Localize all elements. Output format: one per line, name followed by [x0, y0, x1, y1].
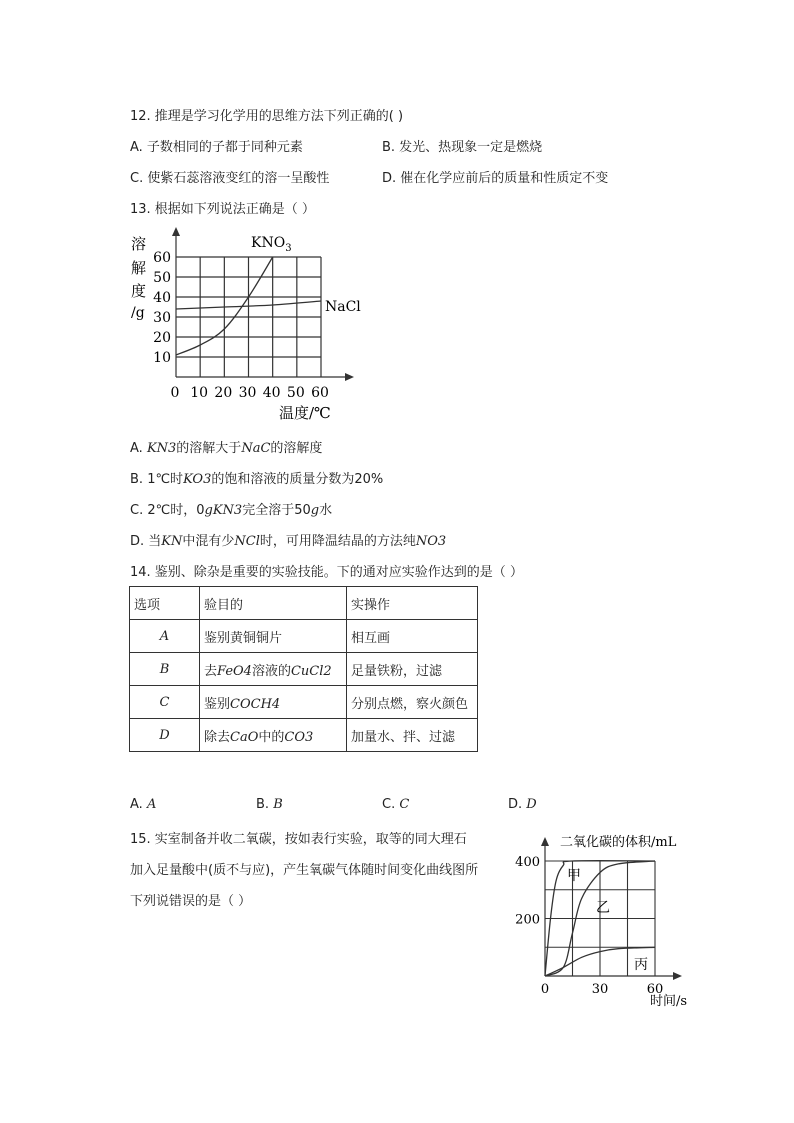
y-tick-label: 20 — [153, 330, 171, 346]
row-purpose: 去FeO4溶液的CuCl2 — [200, 653, 347, 686]
ylabel-char: 度 — [131, 282, 147, 300]
x-tick-label: 60 — [646, 982, 664, 997]
solubility-chart — [125, 225, 385, 425]
q14-table — [129, 586, 478, 752]
x-tick-label: 50 — [286, 385, 305, 401]
q13-option-c: C. 2℃时，0gKN3完全溶于50g水 — [130, 503, 333, 518]
series-label-jia: 甲 — [567, 868, 581, 884]
header-purpose: 验目的 — [200, 587, 347, 620]
x-tick-label: 30 — [591, 982, 609, 997]
x-tick-label: 0 — [170, 385, 180, 401]
q12-option-a: A. 子数相同的子都于同种元素 — [130, 140, 303, 155]
q14-answer-b: B. B — [256, 797, 283, 812]
x-tick-label: 30 — [238, 385, 257, 401]
x-tick-label: 20 — [214, 385, 233, 401]
header-option: 选项 — [130, 587, 200, 620]
table-header-row — [130, 587, 478, 620]
table-row — [130, 719, 478, 752]
x-axis-arrow — [673, 972, 682, 980]
row-operation: 相互画 — [347, 620, 478, 653]
q12-stem: 12. 推理是学习化学用的思维方法下列正确的( ) — [130, 109, 404, 124]
row-operation: 分别点燃，察火颜色 — [347, 686, 478, 719]
q14-stem: 14. 鉴别、除杂是重要的实验技能。下的通对应实验作达到的是（ ） — [130, 565, 523, 580]
q15-line-3: 下列说错误的是（ ） — [130, 894, 252, 909]
x-axis-label: 温度/℃ — [279, 404, 331, 422]
table-row — [130, 653, 478, 686]
x-tick-label: 10 — [190, 385, 209, 401]
x-tick-label: 0 — [540, 982, 550, 997]
y-tick-label: 10 — [153, 350, 171, 366]
y-tick-label: 50 — [153, 270, 171, 286]
row-purpose: 鉴别COCH4 — [200, 686, 347, 719]
row-option: C — [130, 686, 200, 719]
row-option: D — [130, 719, 200, 752]
y-tick-label: 400 — [515, 855, 540, 870]
q12-option-d: D. 催在化学应前后的质量和性质定不变 — [382, 171, 609, 186]
y-tick-label: 40 — [153, 290, 171, 306]
ylabel-char: 溶 — [131, 235, 147, 253]
header-operation: 实操作 — [347, 587, 478, 620]
row-purpose: 鉴别黄铜铜片 — [200, 620, 347, 653]
row-option: B — [130, 653, 200, 686]
ylabel-char: 解 — [131, 259, 147, 277]
table-row — [130, 620, 478, 653]
table-row — [130, 686, 478, 719]
row-purpose: 除去CaO中的CO3 — [200, 719, 347, 752]
q13-option-b: B. 1℃时KO3的饱和溶液的质量分数为20% — [130, 472, 384, 487]
series-label-nacl: NaCl — [325, 299, 361, 315]
co2-volume-chart — [510, 828, 700, 1008]
q14-answer-c: C. C — [382, 797, 410, 812]
x-tick-label: 40 — [262, 385, 281, 401]
q14-answer-d: D. D — [508, 797, 537, 812]
q15-line-2: 加入足量酸中(质不与应)，产生氧碳气体随时间变化曲线图所 — [130, 863, 479, 878]
series-label-yi: 乙 — [596, 900, 610, 916]
x-tick-label: 60 — [311, 385, 329, 401]
row-operation: 加量水、拌、过滤 — [347, 719, 478, 752]
q14-answer-a: A. A — [130, 797, 157, 812]
row-operation: 足量铁粉，过滤 — [347, 653, 478, 686]
x-axis-label: 时间/s — [650, 994, 688, 1008]
y-tick-label: 30 — [153, 310, 171, 326]
chart-title: 二氧化碳的体积/mL — [560, 835, 677, 850]
q13-stem: 13. 根据如下列说法正确是（ ） — [130, 202, 315, 217]
series-label-bing: 丙 — [634, 957, 648, 973]
row-option: A — [130, 620, 200, 653]
series-label-kno3: $KNO_3$ — [251, 235, 292, 254]
x-axis-arrow — [345, 373, 354, 381]
q12-option-b: B. 发光、热现象一定是燃烧 — [382, 140, 543, 155]
q13-option-a: A. KN3的溶解大于NaC的溶解度 — [130, 441, 323, 456]
q12-option-c: C. 使紫石蕊溶液变红的溶一呈酸性 — [130, 171, 330, 186]
y-tick-label: 60 — [153, 250, 171, 266]
q15-line-1: 15. 实室制备并收二氧碳，按如表行实验，取等的同大理石 — [130, 832, 467, 847]
q13-option-d: D. 当KN中混有少NCl时，可用降温结晶的方法纯NO3 — [130, 534, 447, 549]
y-axis-arrow — [541, 837, 549, 846]
y-tick-label: 200 — [515, 912, 540, 928]
ylabel-char: /g — [131, 305, 145, 321]
y-axis-arrow — [172, 227, 180, 236]
